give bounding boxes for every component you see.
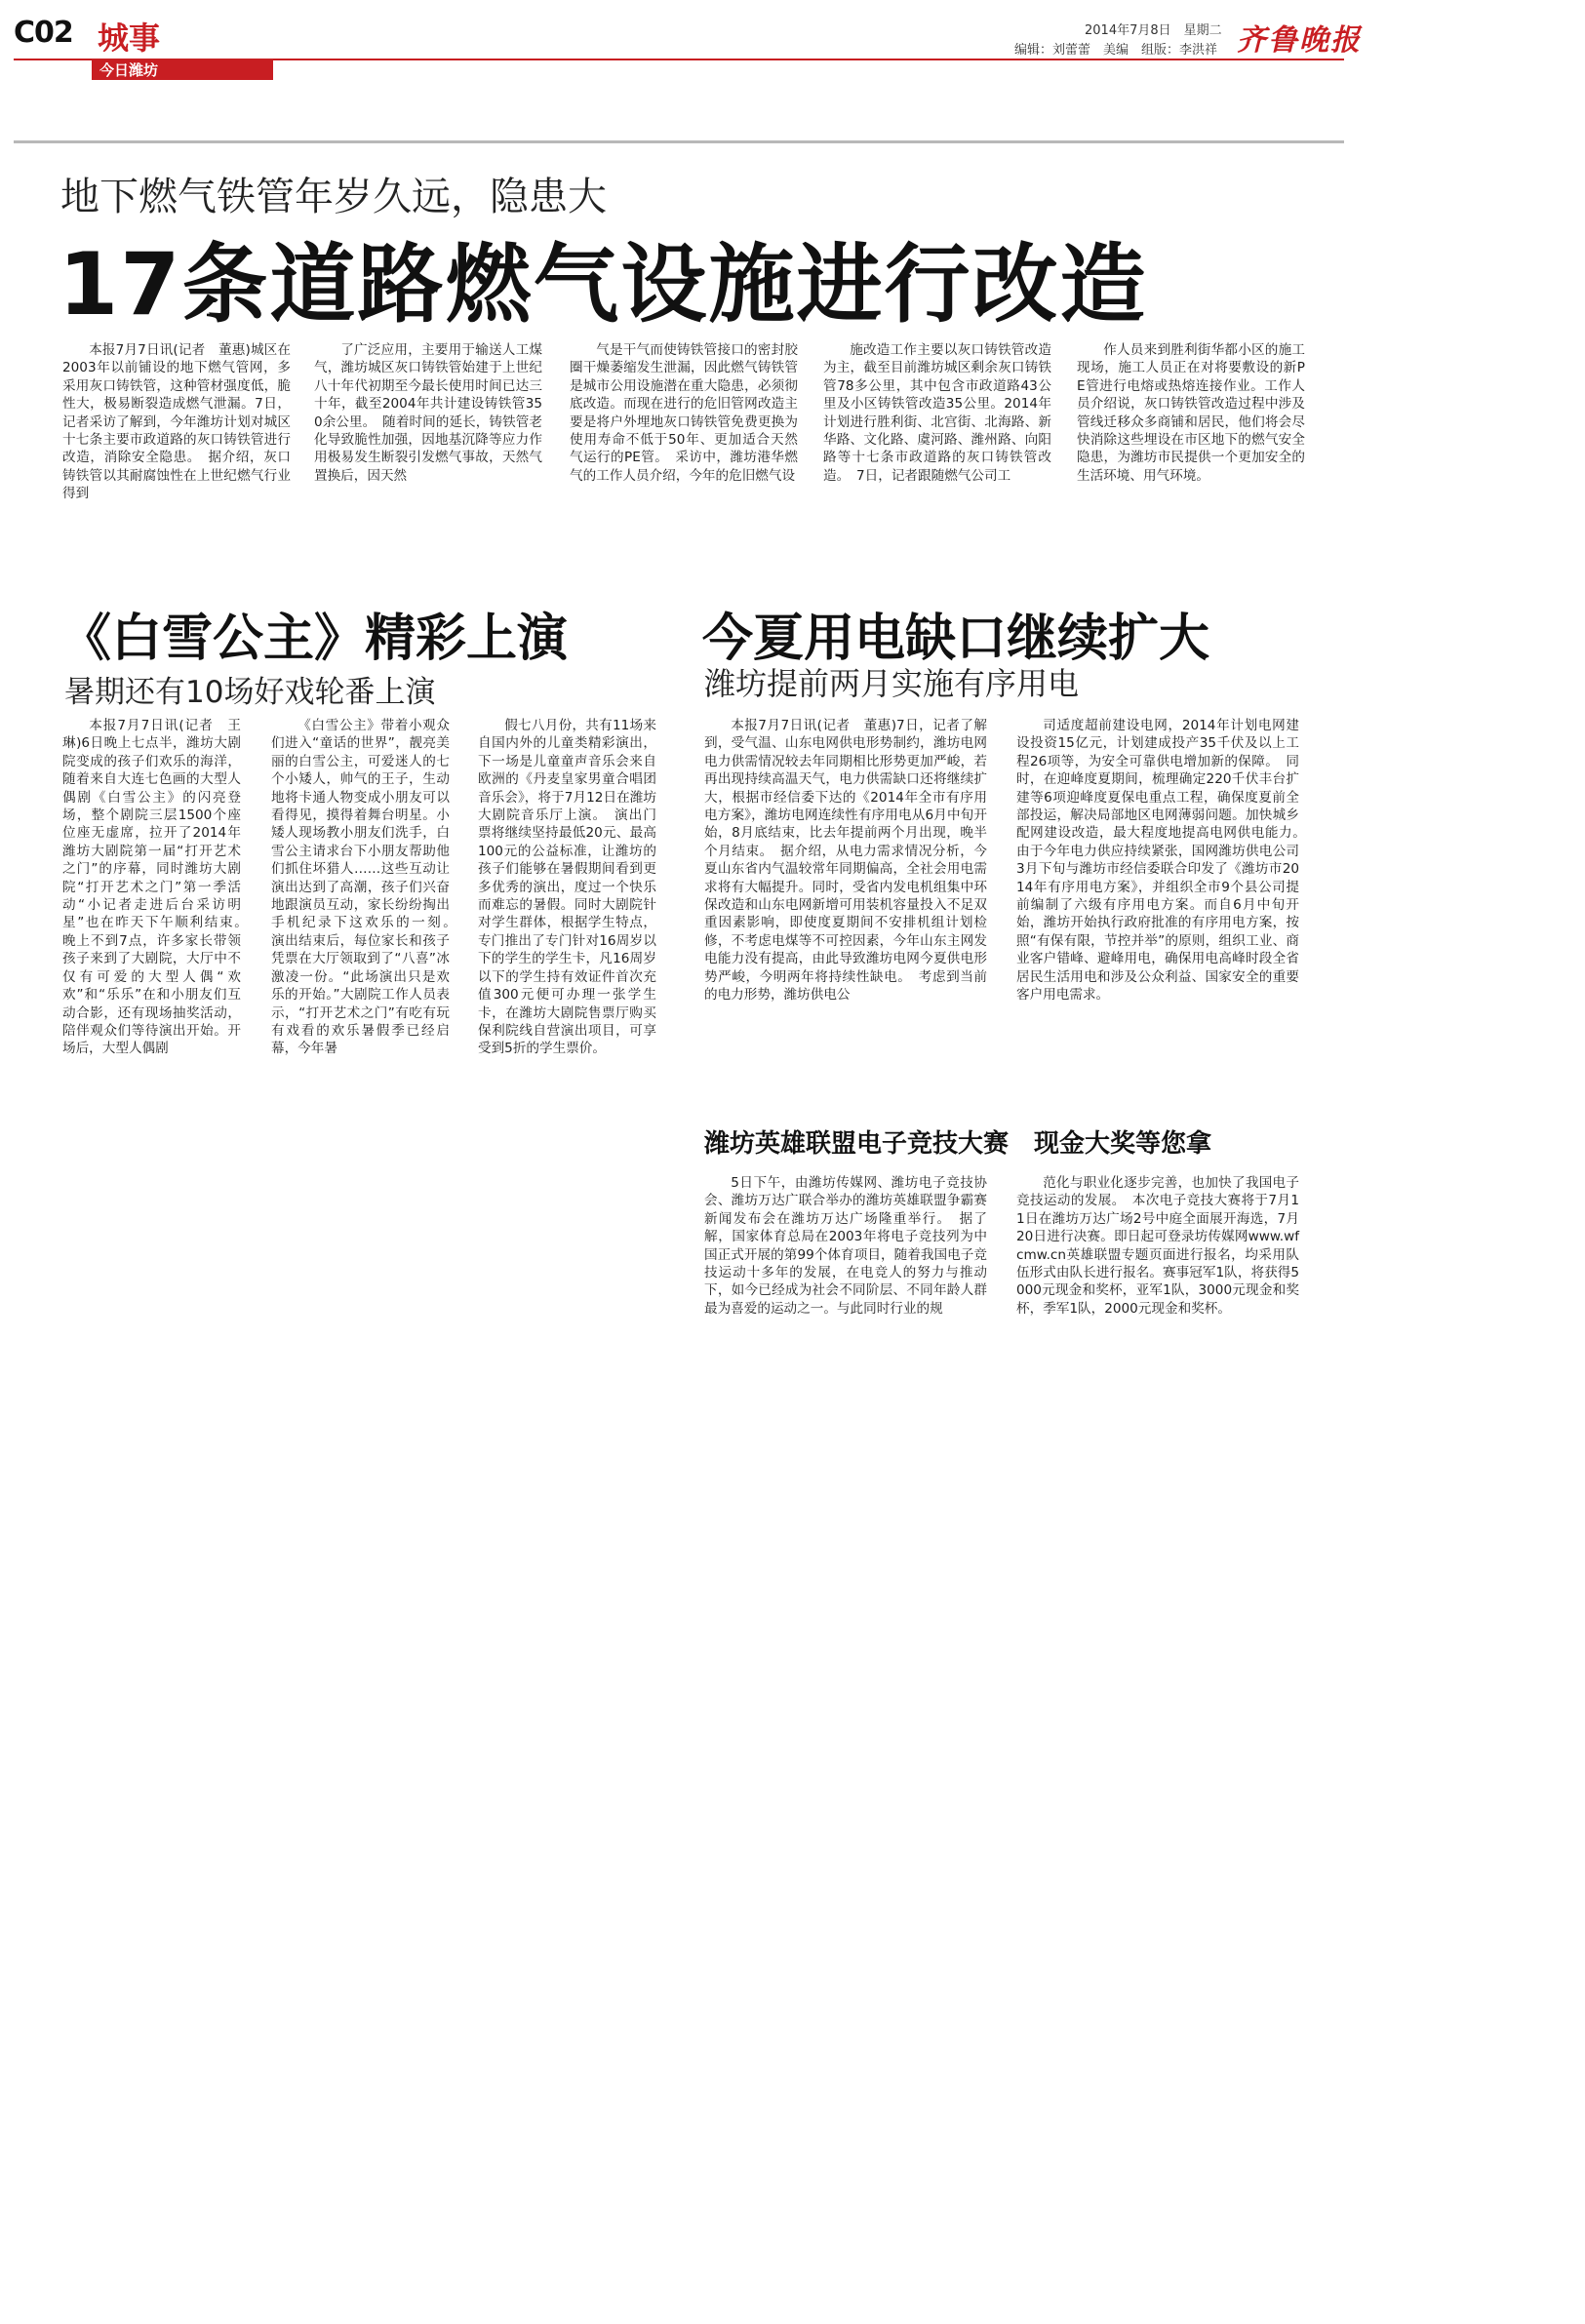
article3-column-2: [1016, 717, 1313, 1097]
newspaper-logo: 齐鲁晚报: [1237, 23, 1362, 58]
article3-headline: 今夏用电缺口继续扩大: [702, 610, 1210, 668]
article2-column-2: [271, 717, 463, 1224]
article2-column-1: [62, 717, 255, 1224]
article1-text: 本报7月7日讯(记者 董惠)城区在2003年以前铺设的地下燃气管网，多采用灰口铸铁管，这种管材强度低，脆性大，极易断裂造成燃气泄漏。7日，记者采访了解到，今年潍坊计划对城区十七条主要市政道路的灰口铸铁管进行改造，消除安全隐患。 据介绍，灰口铸铁管以其耐腐蚀性在上世纪燃气行业得到: [62, 342, 291, 502]
article1-column-1: [62, 341, 291, 546]
editor-credits: 编辑：刘蕾蕾 美编 组版：李洪祥: [1014, 43, 1218, 58]
article2-text: 假七八月份，共有11场来自国内外的儿童类精彩演出，下一场是儿童童声音乐会来自欧洲的《丹麦皇家男童合唱团音乐会》，将于7月12日在潍坊大剧院音乐厅上演。 演出门票将继续坚持最低20元、最高100元的公益标准，让潍坊的孩子们能够在暑假期间看到更多优秀的演出，度过一个快乐而难忘的暑假。同时大剧院针对学生群体，根据学生特点，专门推出了专门针对16周岁以下的学生的学生卡，凡16周岁以下的学生持有效证件首次充值300元便可办理一张学生卡，在潍坊大剧院售票厅购买保利院线自营演出项目，可享受到5折的学生票价。: [478, 718, 656, 1057]
page-code: C02: [14, 16, 73, 50]
article1-column-4: [823, 341, 1051, 546]
article3-column-1: [704, 717, 987, 1097]
article1-text: 了广泛应用，主要用于输送人工煤气，潍坊城区灰口铸铁管始建于上世纪八十年代初期至今最长使用时间已达三十年，截至2004年共计建设铸铁管350余公里。 随着时间的延长，铸铁管老化导致脆性加强，因地基沉降等应力作用极易发生断裂引发燃气事故，天然气置换后，因天然: [314, 342, 542, 484]
article3-text: 本报7月7日讯(记者 董惠)7日，记者了解到，受气温、山东电网供电形势制约，潍坊电网电力供需情况较去年同期相比形势更加严峻，若再出现持续高温天气，电力供需缺口还将继续扩大，根据市经信委下达的《2014年全市有序用电方案》，潍坊电网连续性有序用电从6月中旬开始，8月底结束，比去年提前两个月出现，晚半个月结束。 据介绍，从电力需求情况分析，今夏山东省内气温较常年同期偏高，全社会用电需求将有大幅提升。同时，受省内发电机组集中环保改造和山东电网新增可用装机容量投入不足双重因素影响，即使度夏期间不安排机组计划检修，不考虑电煤等不可控因素，今年山东主网发电能力没有提高，由此导致潍坊电网今夏供电形势严峻，今明两年将持续性缺电。 考虑到当前的电力形势，潍坊供电公: [704, 718, 987, 1004]
article4-headline: 潍坊英雄联盟电子竞技大赛 现金大奖等您拿: [704, 1129, 1212, 1159]
article2-subhead: 暑期还有10场好戏轮番上演: [64, 675, 436, 710]
article1-column-2: [314, 341, 542, 546]
article4-text: 范化与职业化逐步完善，也加快了我国电子竞技运动的发展。 本次电子竞技大赛将于7月11日在潍坊万达广场2号中庭全面展开海选，7月20日进行决赛。即日起可登录坊传媒网www.wfcmw.cn英雄联盟专题页面进行报名，均采用队伍形式由队长进行报名。赛事冠军1队，将获得5000元现金和奖杯，亚军1队，3000元现金和奖杯，季军1队，2000元现金和奖杯。: [1016, 1175, 1299, 1317]
date-line: 2014年7月8日 星期二: [1085, 23, 1222, 38]
article1-text: 施改造工作主要以灰口铸铁管改造为主，截至目前潍坊城区剩余灰口铸铁管78多公里，其中包含市政道路43公里及小区铸铁管改造35公里。2014年计划进行胜利街、北宫街、北海路、新华路、文化路、虞河路、潍州路、向阳路等十七条市政道路的灰口铸铁管改造。 7日，记者跟随燃气公司工: [823, 342, 1051, 484]
article1-column-3: [570, 341, 798, 546]
article3-subhead: 潍坊提前两月实施有序用电: [704, 665, 1080, 702]
article1-kicker: 地下燃气铁管年岁久远，隐患大: [60, 175, 607, 219]
article4-column-1: [704, 1174, 987, 1408]
article1-column-5: [1077, 341, 1305, 546]
sub-section-tab: [92, 60, 273, 80]
section-title: 城事: [98, 20, 161, 57]
article1-text: 气是干气而使铸铁管接口的密封胶圈干燥萎缩发生泄漏，因此燃气铸铁管是城市公用设施潜在重大隐患，必须彻底改造。而现在进行的危旧管网改造主要是将户外埋地灰口铸铁管免费更换为使用寿命不低于50年、更加适合天然气运行的PE管。 采访中，潍坊港华燃气的工作人员介绍，今年的危旧燃气设: [570, 342, 798, 484]
sub-section-label: 今日潍坊: [99, 61, 159, 79]
divider: [14, 140, 1344, 143]
article4-text: 5日下午，由潍坊传媒网、潍坊电子竞技协会、潍坊万达广联合举办的潍坊英雄联盟争霸赛新闻发布会在潍坊万达广场隆重举行。 据了解，国家体育总局在2003年将电子竞技列为中国正式开展的第99个体育项目，随着我国电子竞技运动十多年的发展，在电竞人的努力与推动下，如今已经成为社会不同阶层、不同年龄人群最为喜爱的运动之一。与此同时行业的规: [704, 1175, 987, 1317]
article2-text: 本报7月7日讯(记者 王琳)6日晚上七点半，潍坊大剧院变成的孩子们欢乐的海洋，随着来自大连七色画的大型人偶剧《白雪公主》的闪亮登场，整个剧院三层1500个座位座无虚席，拉开了2014年潍坊大剧院第一届“打开艺术之门”的序幕，同时潍坊大剧院“打开艺术之门”第一季活动“小记者走进后台采访明星”也在昨天下午顺利结束。 晚上不到7点，许多家长带领孩子来到了大剧院，大厅中不仅有可爱的大型人偶“欢欢”和“乐乐”在和小朋友们互动合影，还有现场抽奖活动，陪伴观众们等待演出开始。开场后，大型人偶剧: [62, 718, 255, 1057]
article2-text: 《白雪公主》带着小观众们进入“童话的世界”，靓亮美丽的白雪公主，可爱迷人的七个小矮人，帅气的王子，生动地将卡通人物变成小朋友可以看得见，摸得着舞台明星。小矮人现场教小朋友们洗手，白雪公主请求台下小朋友帮助他们抓住坏猎人……这些互动让演出达到了高潮，孩子们兴奋地跟演员互动，家长纷纷掏出手机纪录下这欢乐的一刻。 演出结束后，每位家长和孩子凭票在大厅领取到了“八喜”冰激凌一份。“此场演出只是欢乐的开始。”大剧院工作人员表示，“打开艺术之门”有吃有玩有戏看的欢乐暑假季已经启幕，今年暑: [271, 718, 463, 1057]
article2-column-3: [478, 717, 656, 1224]
article2-headline: 《白雪公主》精彩上演: [60, 610, 569, 668]
article4-column-2: [1016, 1174, 1299, 1408]
article1-headline: 17条道路燃气设施进行改造: [59, 234, 1148, 335]
article1-text: 作人员来到胜利街华都小区的施工现场，施工人员正在对将要敷设的新PE管进行电熔或热熔连接作业。工作人员介绍说，灰口铸铁管改造过程中涉及管线迁移众多商铺和居民，他们将会尽快消除这些埋设在市区地下的燃气安全隐患，为潍坊市民提供一个更加安全的生活环境、用气环境。: [1077, 342, 1305, 484]
article3-text: 司适度超前建设电网，2014年计划电网建设投资15亿元，计划建成投产35千伏及以上工程26项等，为安全可靠供电增加新的保障。 同时，在迎峰度夏期间，梳理确定220千伏丰台扩建等6项迎峰度夏保电重点工程，确保度夏前全部投运，解决局部地区电网薄弱问题。加快城乡配网建设改造，最大程度地提高电网供电能力。 由于今年电力供应持续紧张，国网潍坊供电公司3月下旬与潍坊市经信委联合印发了《潍坊市2014年有序用电方案》，并组织全市9个县公司提前编制了六级有序用电方案。而自6月中旬开始，潍坊开始执行政府批准的有序用电方案，按照“有保有限，节控并举”的原则，组织工业、商业客户错峰、避峰用电，确保用电高峰时段全省居民生活用电和涉及公众利益、国家安全的重要客户用电需求。: [1016, 718, 1313, 1004]
